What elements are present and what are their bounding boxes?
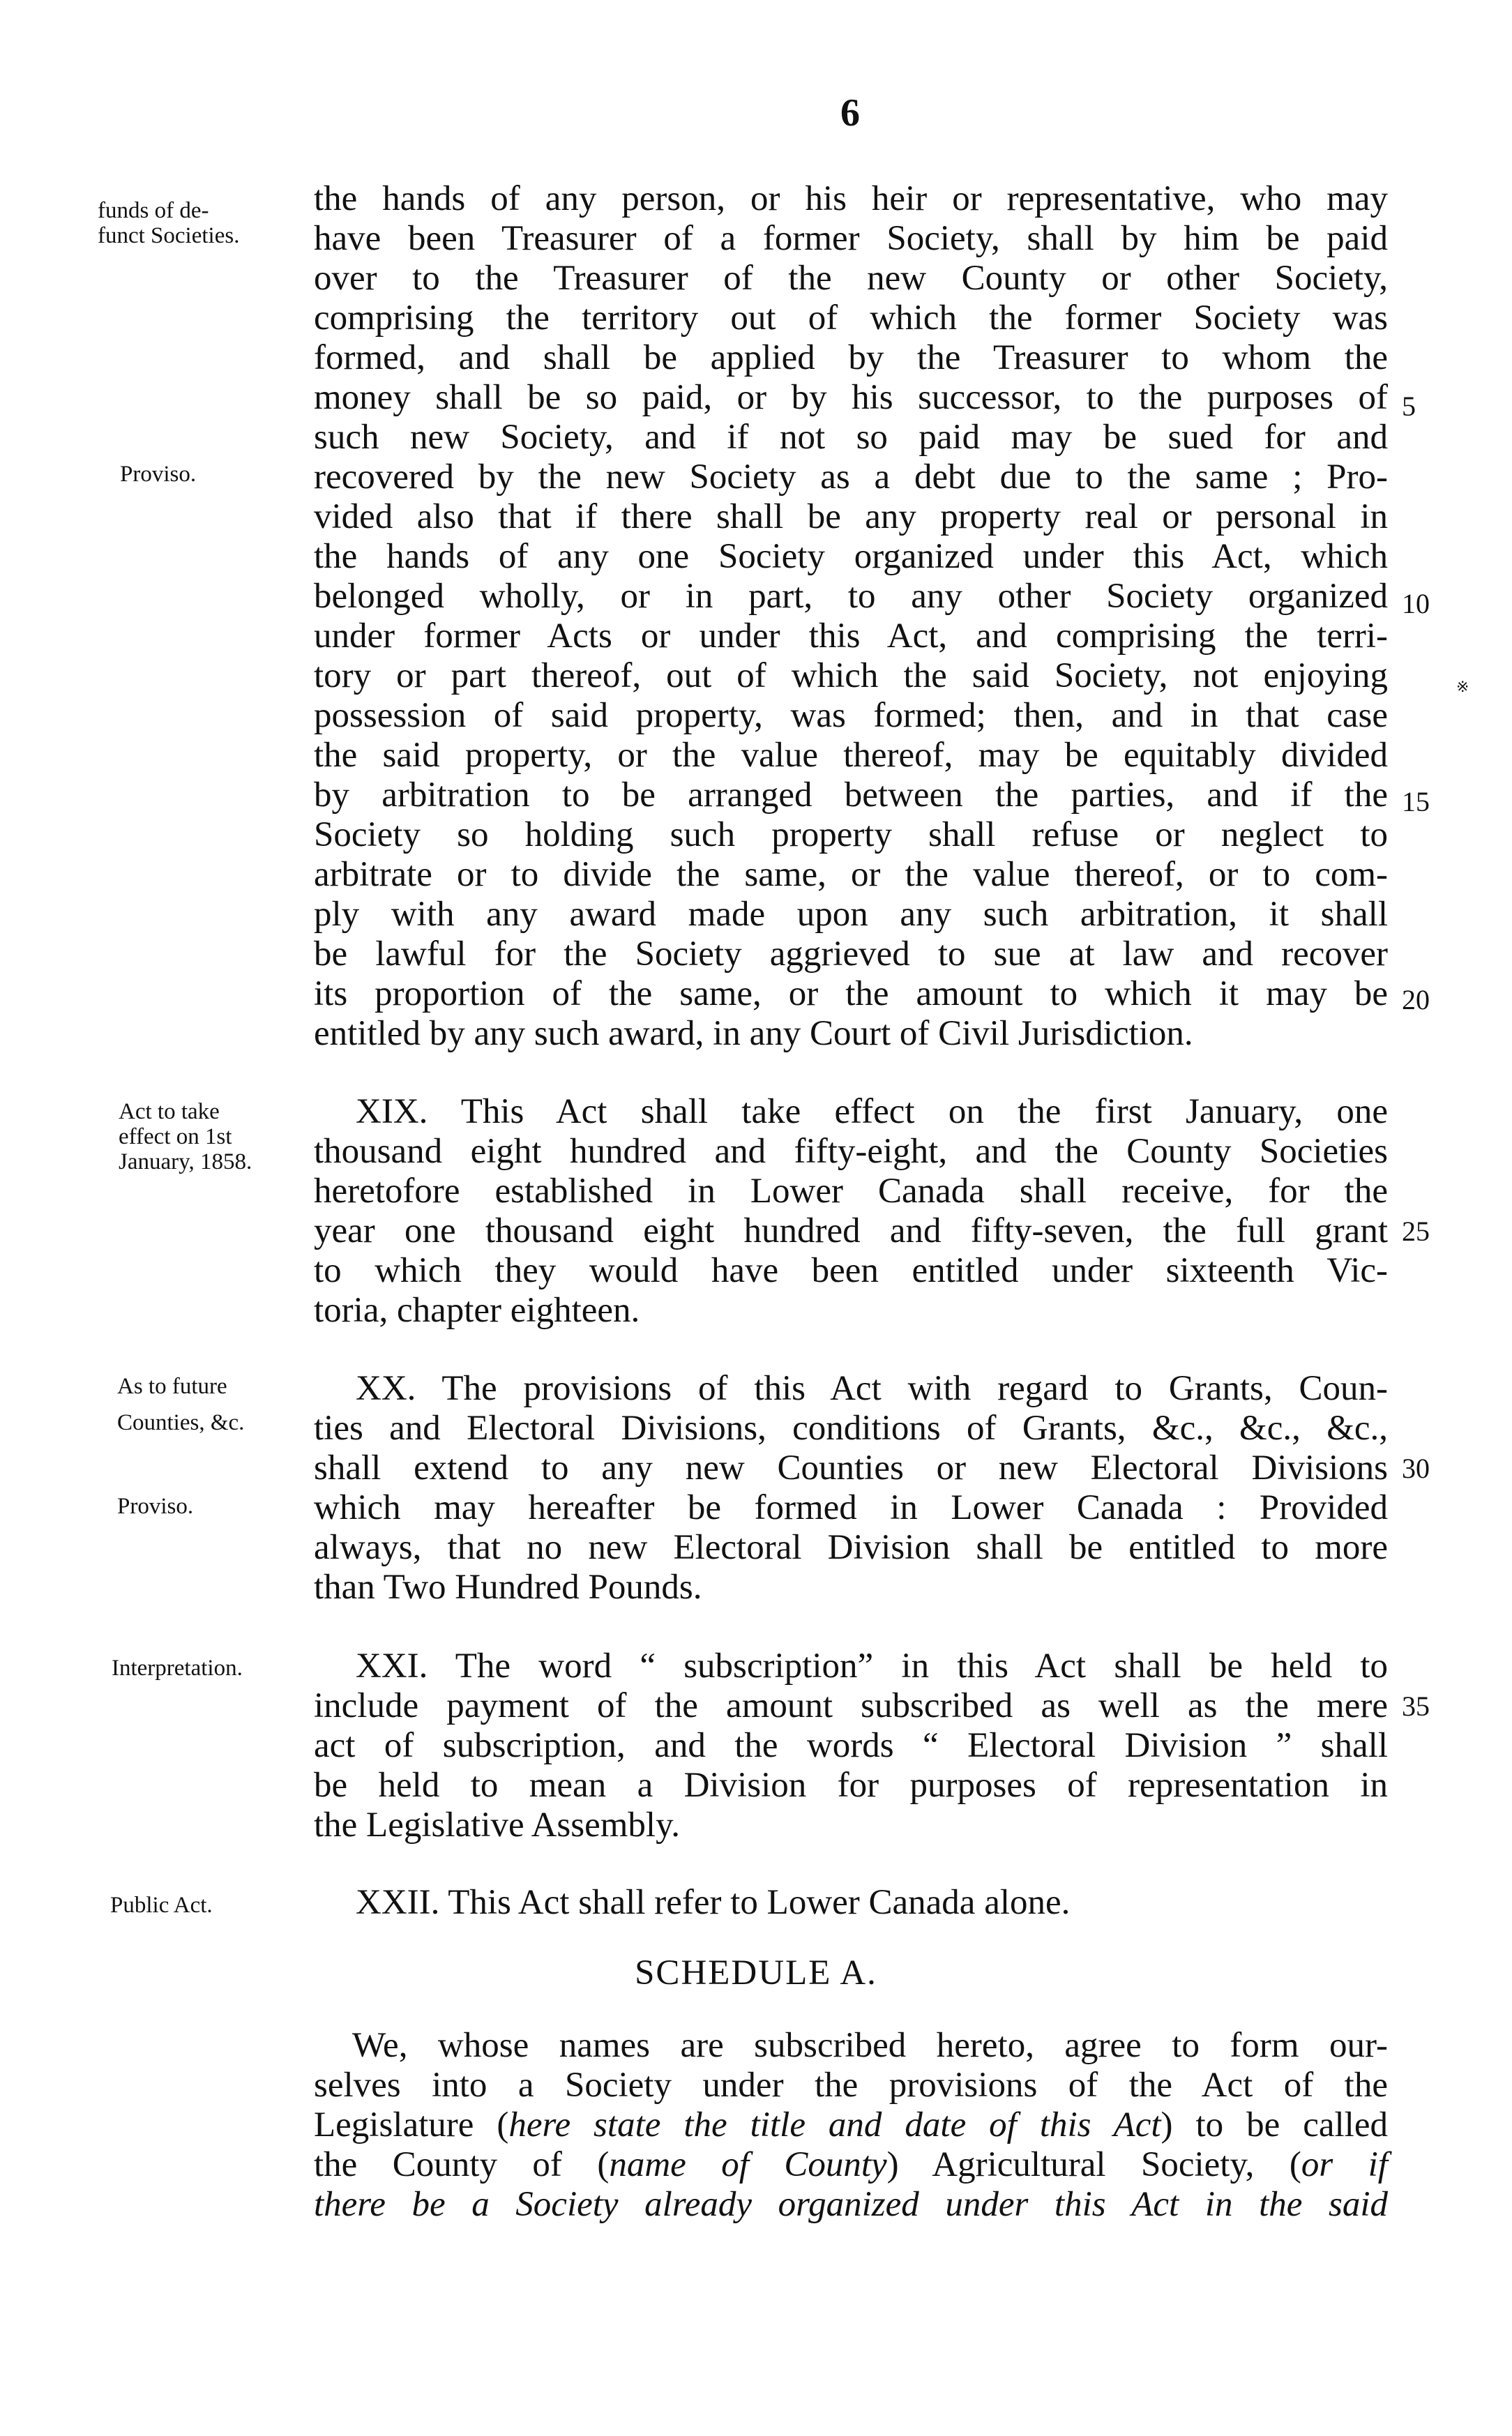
- section-xix-line: thousand eight hundred and fifty-eight, and the County Societies: [314, 1132, 1388, 1171]
- text-line: the hands of any one Society organized under this Act, which: [314, 537, 1388, 576]
- schedule-line: [314, 2105, 1388, 2145]
- line-number: 15: [1402, 786, 1430, 817]
- margin-note: Counties, &c.: [117, 1410, 245, 1435]
- text-line: arbitrate or to divide the same, or the value thereof, or to com-: [314, 855, 1388, 894]
- line-number: 35: [1402, 1690, 1430, 1722]
- margin-note: As to future: [117, 1374, 227, 1399]
- section-xx-line: always, that no new Electoral Division shall be entitled to more: [314, 1528, 1388, 1567]
- text-line: recovered by the new Society as a debt due to the same ; Pro-: [314, 457, 1388, 497]
- section-xix-line: to which they would have been entitled under sixteenth Vic-: [314, 1251, 1388, 1290]
- text-line: possession of said property, was formed; then, and in that case: [314, 696, 1388, 735]
- margin-note: funct Societies.: [98, 223, 240, 248]
- margin-note: funds of de-: [98, 198, 209, 223]
- margin-note: January, 1858.: [119, 1149, 252, 1174]
- stray-mark-icon: ※: [1456, 678, 1469, 695]
- text-line: be lawful for the Society aggrieved to sue at law and recover: [314, 935, 1388, 974]
- schedule-italic: name of County: [609, 2145, 887, 2184]
- text-line: such new Society, and if not so paid may be sued for and: [314, 418, 1388, 457]
- text-line: money shall be so paid, or by his successor, to the purposes of: [314, 378, 1388, 417]
- schedule-text: ) Agricultural Society, (: [886, 2145, 1301, 2184]
- section-xxii-line: XXII. This Act shall refer to Lower Canada alone.: [356, 1883, 1071, 1922]
- section-xxi-line: XXI. The word “ subscription” in this Act shall be held to: [356, 1647, 1388, 1686]
- margin-note: Proviso.: [120, 462, 197, 487]
- schedule-italic: here state the title and date of this Act: [508, 2105, 1161, 2144]
- section-xix-line: toria, chapter eighteen.: [314, 1291, 640, 1330]
- section-xxi-line: the Legislative Assembly.: [314, 1806, 681, 1845]
- line-number: 25: [1402, 1216, 1430, 1247]
- section-xix-line: year one thousand eight hundred and fifty-seven, the full grant: [314, 1211, 1388, 1250]
- text-line: its proportion of the same, or the amount to which it may be: [314, 974, 1388, 1013]
- text-line: belonged wholly, or in part, to any other Society organized: [314, 577, 1388, 616]
- text-line: under former Acts or under this Act, and comprising the terri-: [314, 616, 1388, 656]
- line-number: 5: [1402, 391, 1416, 422]
- line-number: 10: [1402, 588, 1430, 619]
- text-line: entitled by any such award, in any Court of Civil Jurisdiction.: [314, 1014, 1193, 1053]
- section-xix-line: heretofore established in Lower Canada shall receive, for the: [314, 1172, 1388, 1211]
- line-number: 20: [1402, 984, 1430, 1015]
- schedule-line: We, whose names are subscribed hereto, agree to form our-: [352, 2026, 1388, 2065]
- text-line: over to the Treasurer of the new County or other Society,: [314, 259, 1388, 298]
- section-xx-line: ties and Electoral Divisions, conditions of Grants, &c., &c., &c.,: [314, 1409, 1388, 1448]
- section-xx-line: which may hereafter be formed in Lower Canada : Provided: [314, 1488, 1388, 1527]
- schedule-italic: there be a Society already organized under this Act in the said: [314, 2185, 1388, 2224]
- margin-note: Act to take: [119, 1099, 220, 1124]
- margin-note: Public Act.: [110, 1893, 213, 1918]
- section-xx-line: shall extend to any new Counties or new Electoral Divisions: [314, 1448, 1388, 1488]
- margin-note: Interpretation.: [112, 1656, 243, 1681]
- schedule-text: Legislature (: [314, 2105, 509, 2144]
- margin-note: effect on 1st: [119, 1124, 232, 1149]
- text-line: have been Treasurer of a former Society, shall by him be paid: [314, 219, 1388, 258]
- text-line: Society so holding such property shall refuse or neglect to: [314, 815, 1388, 854]
- page-number: 6: [840, 91, 860, 135]
- schedule-text: ) to be called: [1161, 2105, 1388, 2144]
- text-line: comprising the territory out of which the former Society was: [314, 298, 1388, 338]
- section-xx-line: than Two Hundred Pounds.: [314, 1568, 702, 1607]
- schedule-italic: or if: [1301, 2145, 1388, 2184]
- text-line: vided also that if there shall be any property real or personal in: [314, 497, 1388, 536]
- section-xxi-line: act of subscription, and the words “ Electoral Division ” shall: [314, 1726, 1388, 1765]
- text-line: by arbitration to be arranged between the parties, and if the: [314, 776, 1388, 815]
- line-number: 30: [1402, 1453, 1430, 1484]
- schedule-text: the County of (: [314, 2145, 610, 2184]
- section-xxi-line: be held to mean a Division for purposes of representation in: [314, 1766, 1388, 1805]
- text-line: the hands of any person, or his heir or representative, who may: [314, 179, 1388, 218]
- text-line: ply with any award made upon any such arbitration, it shall: [314, 895, 1388, 934]
- section-xxi-line: include payment of the amount subscribed as well as the mere: [314, 1686, 1388, 1725]
- margin-note: Proviso.: [117, 1494, 194, 1519]
- section-xix-line: XIX. This Act shall take effect on the first January, one: [356, 1092, 1388, 1131]
- text-line: tory or part thereof, out of which the said Society, not enjoying: [314, 656, 1388, 695]
- text-line: formed, and shall be applied by the Treasurer to whom the: [314, 338, 1388, 377]
- schedule-line: selves into a Society under the provisions of the Act of the: [314, 2066, 1388, 2105]
- schedule-title: SCHEDULE A.: [635, 1953, 877, 1992]
- section-xx-line: XX. The provisions of this Act with regard to Grants, Coun-: [356, 1369, 1388, 1408]
- schedule-line: [314, 2185, 1388, 2225]
- schedule-line: [314, 2145, 1388, 2185]
- text-line: the said property, or the value thereof, may be equitably divided: [314, 736, 1388, 775]
